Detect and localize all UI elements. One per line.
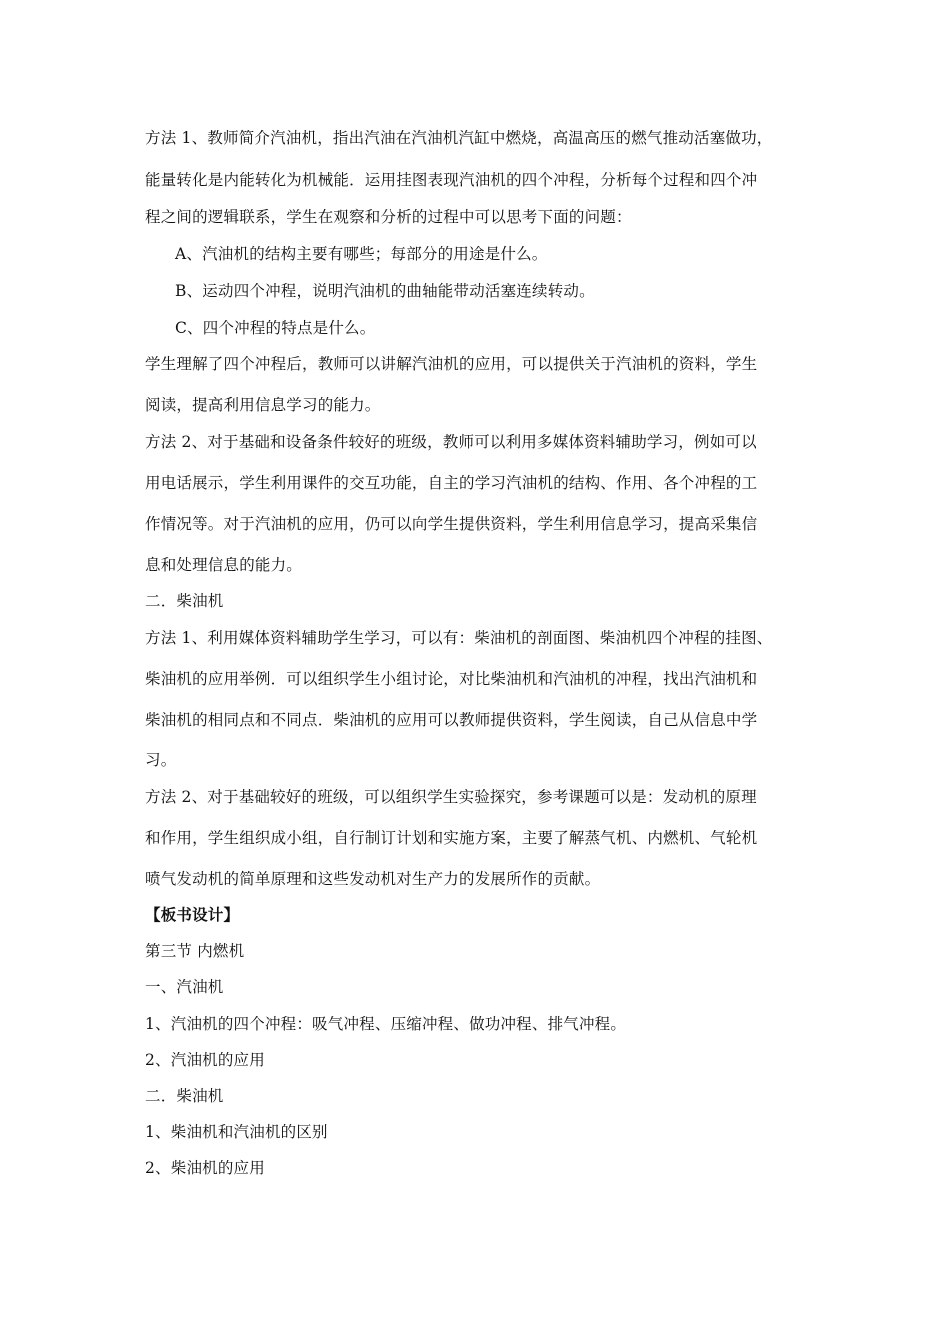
- paragraph-line: 程之间的逻辑联系，学生在观察和分析的过程中可以思考下面的问题：: [145, 208, 632, 226]
- board-item: 1、柴油机和汽油机的区别: [145, 1123, 328, 1141]
- board-item: 一、汽油机: [145, 978, 224, 996]
- paragraph-line: 和作用，学生组织成小组，自行制订计划和实施方案，主要了解蒸气机、内燃机、气轮机: [145, 829, 758, 847]
- board-item: 二．柴油机: [145, 1087, 224, 1105]
- paragraph-line: 方法 2、对于基础较好的班级，可以组织学生实验探究，参考课题可以是：发动机的原理: [145, 788, 757, 806]
- paragraph-line: 息和处理信息的能力。: [145, 556, 303, 574]
- paragraph-line: 习。: [145, 751, 177, 769]
- board-item: 1、汽油机的四个冲程：吸气冲程、压缩冲程、做功冲程、排气冲程。: [145, 1015, 627, 1033]
- paragraph-line: 方法 2、对于基础和设备条件较好的班级，教师可以利用多媒体资料辅助学习，例如可以: [145, 433, 757, 451]
- board-item: 2、汽油机的应用: [145, 1051, 265, 1069]
- list-item: C、四个冲程的特点是什么。: [175, 319, 376, 337]
- paragraph-line: 喷气发动机的简单原理和这些发动机对生产力的发展所作的贡献。: [145, 870, 601, 888]
- paragraph-line: 柴油机的相同点和不同点．柴油机的应用可以教师提供资料，学生阅读，自己从信息中学: [145, 711, 758, 729]
- paragraph-line: 用电话展示，学生利用课件的交互功能，自主的学习汽油机的结构、作用、各个冲程的工: [145, 474, 758, 492]
- board-item: 2、柴油机的应用: [145, 1159, 265, 1177]
- section-heading: 二．柴油机: [145, 592, 224, 610]
- paragraph-line: 方法 1、教师简介汽油机，指出汽油在汽油机汽缸中燃烧，高温高压的燃气推动活塞做功，: [145, 129, 773, 147]
- paragraph-line: 方法 1、利用媒体资料辅助学生学习，可以有：柴油机的剖面图、柴油机四个冲程的挂图、: [145, 629, 773, 647]
- list-item: B、运动四个冲程，说明汽油机的曲轴能带动活塞连续转动。: [175, 282, 595, 300]
- paragraph-line: 阅读，提高利用信息学习的能力。: [145, 396, 381, 414]
- board-design-heading: 【板书设计】: [145, 905, 240, 924]
- paragraph-line: 学生理解了四个冲程后，教师可以讲解汽油机的应用，可以提供关于汽油机的资料，学生: [145, 355, 758, 373]
- list-item: A、汽油机的结构主要有哪些；每部分的用途是什么。: [175, 245, 548, 263]
- paragraph-line: 柴油机的应用举例．可以组织学生小组讨论，对比柴油机和汽油机的冲程，找出汽油机和: [145, 670, 758, 688]
- paragraph-line: 能量转化是内能转化为机械能．运用挂图表现汽油机的四个冲程，分析每个过程和四个冲: [145, 171, 758, 189]
- paragraph-line: 作情况等。对于汽油机的应用，仍可以向学生提供资料，学生利用信息学习，提高采集信: [145, 515, 758, 533]
- board-title: 第三节 内燃机: [145, 942, 245, 960]
